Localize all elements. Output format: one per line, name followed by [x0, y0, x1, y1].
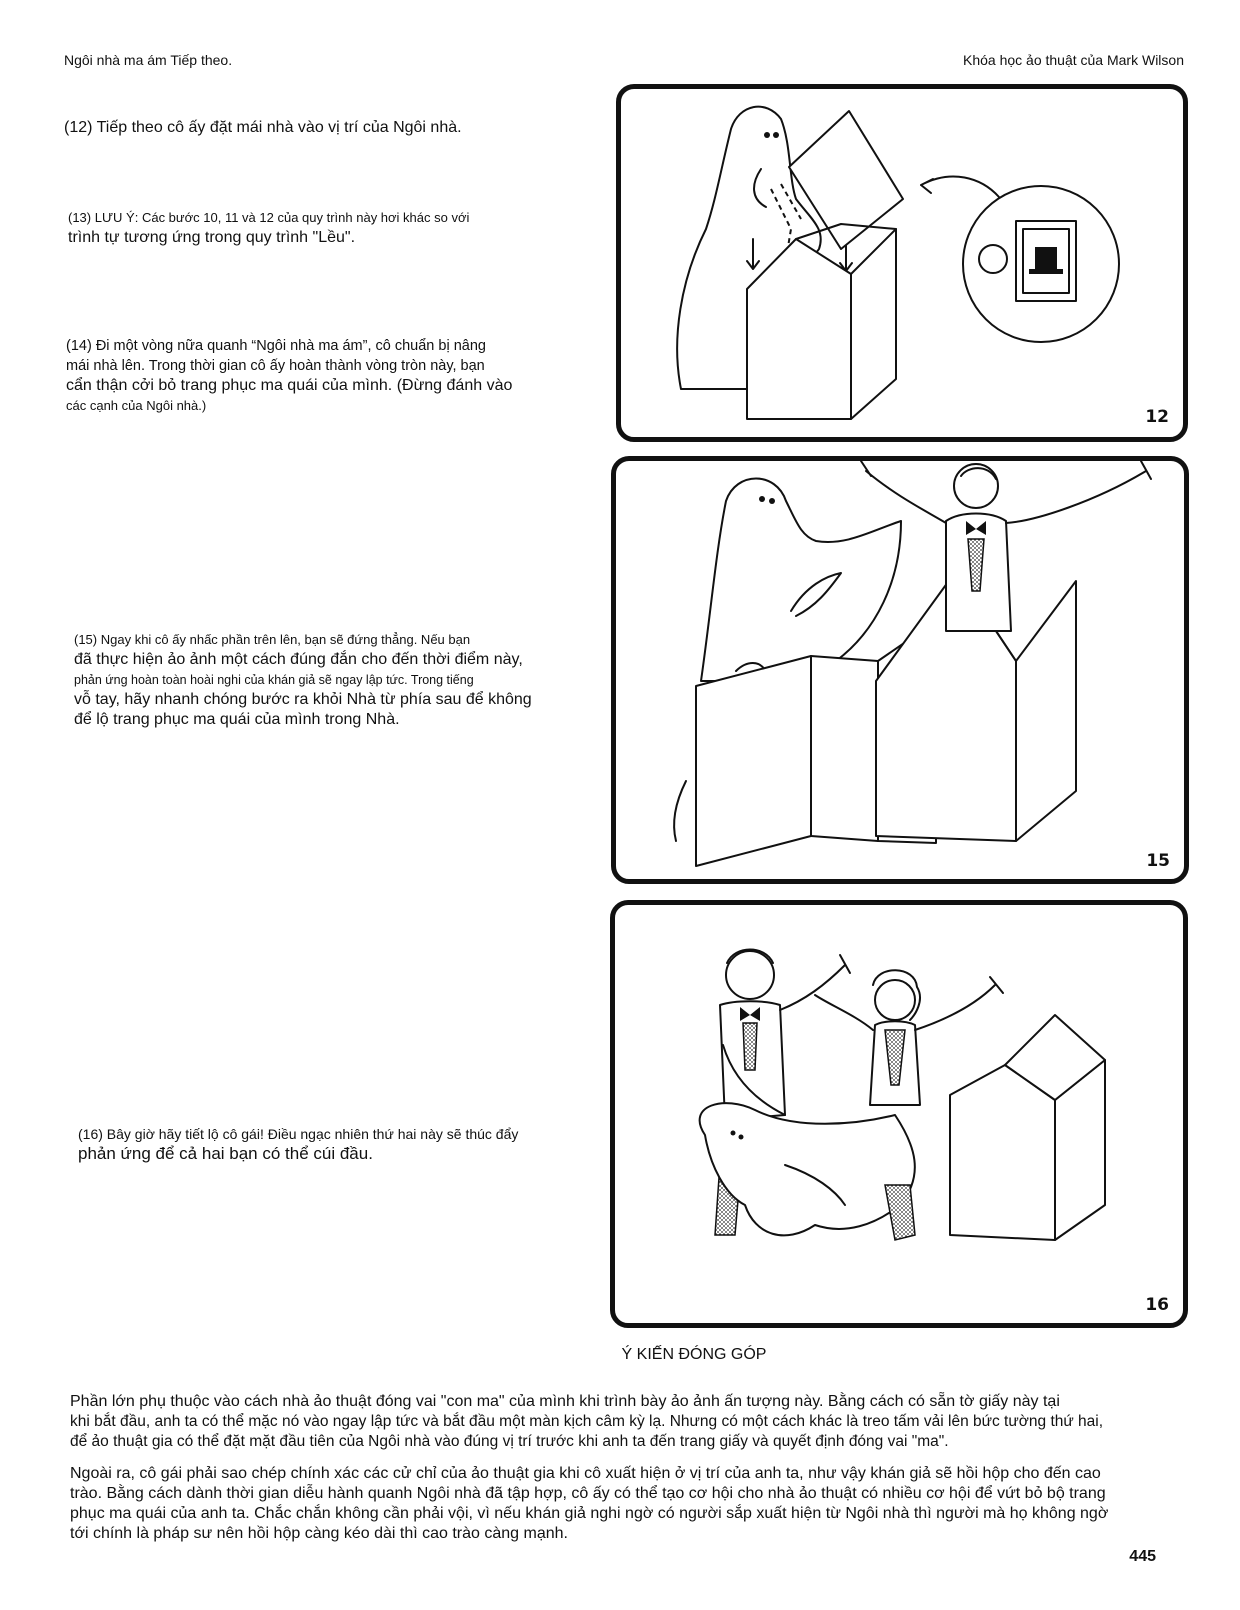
step-13-text: [68, 208, 469, 248]
step-12-text: [64, 118, 462, 138]
paragraph-line: khi bắt đầu, anh ta có thể mặc nó vào ngay lập tức và bắt đầu một màn kịch câm kỳ lạ. Nhưng có một cách khác là treo tấm vải lên bức tường thứ hai,: [70, 1413, 1104, 1430]
paragraph-line: phục ma quái của anh ta. Chắc chắn không cần phải vội, vì nếu khán giả nghi ngờ có người sắp xuất hiện từ Ngôi nhà thì người mà họ không ngờ: [70, 1505, 1109, 1522]
step-15-line: đã thực hiện ảo ảnh một cách đúng đắn cho đến thời điểm này,: [74, 651, 523, 668]
comments-paragraph-1: [70, 1392, 1170, 1452]
running-header-left: Ngôi nhà ma ám Tiếp theo.: [64, 52, 233, 68]
step-15-line: phản ứng hoàn toàn hoài nghi của khán giả sẽ ngay lập tức. Trong tiếng: [74, 673, 474, 687]
step-16-text: [78, 1124, 518, 1164]
paragraph-line: Phần lớn phụ thuộc vào cách nhà ảo thuật đóng vai "con ma" của mình khi trình bày ảo ảnh ấn tượng này. Bằng cách có sẵn tờ giấy này tại: [70, 1393, 1060, 1410]
step-16-line: phản ứng để cả hai bạn có thể cúi đầu.: [78, 1144, 373, 1163]
paragraph-line: tới chính là pháp sư nên hồi hộp càng kéo dài thì cao trào càng mạnh.: [70, 1525, 568, 1542]
step-16-line: (16) Bây giờ hãy tiết lộ cô gái! Điều ngạc nhiên thứ hai này sẽ thúc đẩy: [78, 1126, 519, 1142]
paragraph-line: để ảo thuật gia có thể đặt mặt đầu tiên của Ngôi nhà vào đúng vị trí trước khi anh ta đến trang giấy và quyết định đóng vai "ma".: [70, 1433, 949, 1450]
ghost-placing-roof-illustration: [621, 89, 1183, 437]
girl-revealed-illustration: [615, 905, 1183, 1323]
step-12-line: (12) Tiếp theo cô ấy đặt mái nhà vào vị trí của Ngôi nhà.: [64, 119, 462, 136]
step-13-line: (13) LƯU Ý: Các bước 10, 11 và 12 của quy trình này hơi khác so với: [68, 210, 470, 225]
step-13-line: trình tự tương ứng trong quy trình "Lều".: [68, 229, 356, 246]
illustration-panel-16: [610, 900, 1188, 1328]
step-15-line: (15) Ngay khi cô ấy nhấc phần trên lên, bạn sẽ đứng thẳng. Nếu bạn: [74, 632, 471, 647]
panel-number: 12: [1145, 407, 1169, 427]
step-14-text: [66, 336, 512, 416]
step-14-line: cẩn thận cởi bỏ trang phục ma quái của mình. (Đừng đánh vào: [66, 377, 513, 394]
panel-number: 16: [1145, 1295, 1169, 1315]
step-15-line: để lộ trang phục ma quái của mình trong Nhà.: [74, 711, 400, 728]
illustration-panel-12: [616, 84, 1188, 442]
magician-appears-illustration: [616, 461, 1184, 879]
illustration-panel-15: [611, 456, 1189, 884]
step-14-line: mái nhà lên. Trong thời gian cô ấy hoàn thành vòng tròn này, bạn: [66, 358, 485, 374]
paragraph-line: Ngoài ra, cô gái phải sao chép chính xác các cử chỉ của ảo thuật gia khi cô xuất hiện ở vị trí của anh ta, như vậy khán giả sẽ hồi hộp cho đến cao: [70, 1465, 1101, 1482]
page-number: 445: [1129, 1548, 1156, 1565]
paragraph-line: trào. Bằng cách dành thời gian diễu hành quanh Ngôi nhà đã tập hợp, cô ấy có thể tạo cơ hội cho nhà ảo thuật có nhiều cơ hội để vứt bỏ bộ trang: [70, 1485, 1106, 1502]
comments-heading: Ý KIẾN ĐÓNG GÓP: [621, 1346, 767, 1363]
step-14-line: (14) Đi một vòng nữa quanh “Ngôi nhà ma ám”, cô chuẩn bị nâng: [66, 338, 486, 354]
comments-paragraph-2: [70, 1464, 1170, 1544]
step-15-text: [74, 630, 532, 730]
panel-number: 15: [1146, 851, 1170, 871]
running-header-right: Khóa học ảo thuật của Mark Wilson: [962, 52, 1184, 68]
step-14-line: các cạnh của Ngôi nhà.): [66, 398, 207, 413]
step-15-line: vỗ tay, hãy nhanh chóng bước ra khỏi Nhà từ phía sau để không: [74, 691, 532, 708]
